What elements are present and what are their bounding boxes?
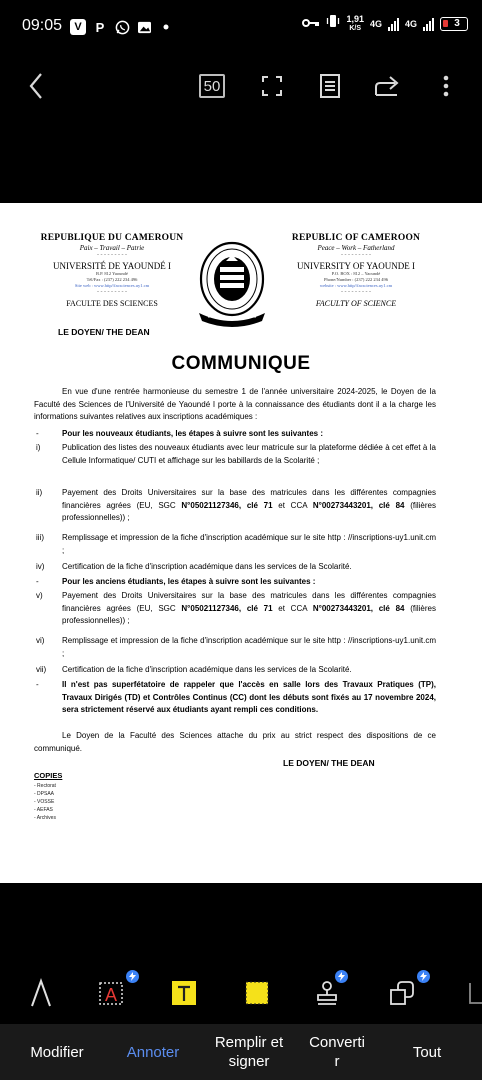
premium-badge-icon bbox=[417, 970, 430, 983]
stamp-icon bbox=[313, 979, 341, 1007]
copies-label: COPIES bbox=[34, 771, 63, 780]
share-icon bbox=[373, 73, 403, 99]
reading-mode-button[interactable] bbox=[316, 70, 344, 102]
intro-paragraph: En vue d'une rentrée harmonieuse du semestre 1 de l'année universitaire 2024-2025, le Doyen de la Faculté des Sciences de l'Université de Yaoundé I porte à la connaissance des étudiants dont il a la charge les informations suivantes relatives aux inscriptions académiques : bbox=[34, 387, 436, 421]
website-fr: Site web : www.http//facsciences.uy1.cm bbox=[74, 283, 150, 288]
page-count: 50 bbox=[199, 74, 225, 98]
address-fr: B.P. 812 Yaoundé bbox=[96, 271, 128, 276]
vibrate-icon bbox=[326, 14, 340, 33]
signal-icon-2 bbox=[423, 17, 434, 31]
area-highlight-icon bbox=[243, 979, 271, 1007]
p-icon: P bbox=[95, 19, 105, 35]
tab-fill-sign[interactable]: Remplir et signer bbox=[214, 1034, 284, 1070]
fullscreen-icon bbox=[260, 74, 284, 98]
text-box-icon bbox=[97, 979, 125, 1007]
network-type-1: 4G bbox=[369, 18, 382, 29]
stamp-tool[interactable] bbox=[310, 976, 344, 1010]
whatsapp-icon bbox=[114, 19, 130, 35]
tab-convert[interactable]: Converti r bbox=[309, 1034, 365, 1070]
copy-item: - DPSAA bbox=[34, 791, 55, 797]
page-thumbnails-button[interactable] bbox=[198, 70, 226, 102]
closing-paragraph: Le Doyen de la Faculté des Sciences attache du prix au strict respect des dispositions de ce communiqué. bbox=[34, 731, 436, 753]
motto-en: Peace – Work – Fatherland bbox=[317, 244, 395, 252]
phone-fr: Tél/Fax : (237) 222 234 496 bbox=[86, 277, 138, 282]
clock: 09:05 bbox=[22, 17, 63, 34]
university-en: UNIVERSITY OF YAOUNDE I bbox=[296, 261, 416, 271]
network-type-2: 4G bbox=[404, 18, 417, 29]
dean-header: LE DOYEN/ THE DEAN bbox=[58, 327, 150, 337]
system-indicators bbox=[302, 14, 468, 33]
premium-badge-icon bbox=[335, 970, 348, 983]
copy-item: - Rectorat bbox=[34, 783, 56, 789]
bottom-tab-bar bbox=[0, 1024, 482, 1080]
country-en: REPUBLIC OF CAMEROON bbox=[291, 233, 421, 243]
v-icon: V bbox=[70, 19, 86, 35]
annotation-toolbar bbox=[0, 960, 482, 1024]
copy-item: - Archives bbox=[34, 815, 56, 821]
document-page[interactable]: REPUBLIQUE DU CAMEROUN Paix – Travail – Patrie - - - - - - - - - UNIVERSITÉ DE YAOUNDÉ I B.P. 812 Yaoundé Tél/Fax : (237) 222 234 496 Site web : www.http//facsciences.uy1.cm - - - - - - - - - FACULTE DES SCIENCES REPUBLIC OF CAMEROON Peace – Work – Fatherland - - - - - - - - - UNIVERSITY OF YAOUNDE I P.O. BOX : 812 – Yaoundé Phone/Number : (237) 222 234 496 website : www.http//facsciences.uy1.cm - - - - - - - - - FACULTY OF SCIENCE LE DOYEN/ THE DEAN COMMUNIQUE En vue d'une rentrée harmonieuse du semestre 1 de l'année universitaire 2024-2025, le Doyen de la Faculté des Sciences de l'Université de Yaoundé I porte à la connaissance des étudiants dont il a la charge les informations suivantes relatives aux inscriptions académiques : - Pour les nouveaux étudiants, les étapes à suivre sont les suivantes : i) Publication des listes des nouveaux étudiants avec leur matricule sur la plateforme dédiée à cet effet à la Cellule Informatique/ CUTI et affichage sur les babillards de la Scolarité ; ii) Payement des Droits Universitaires sur la base des matricules dans les différentes compagnies financières agrées (EU, SGC N°05021127346, clé 71 et CCA N°00273443201, clé 84 (filières professionnelles)) ; iii) Remplissage et impression de la fiche d'inscription académique sur le site http : //inscriptions-uy1.unit.cm ; iv) Certification de la fiche d'inscription académique dans les services de la Scolarité. - Pour les anciens étudiants, les étapes à suivre sont les suivantes : v) Payement des Droits Universitaires sur la base des matricules dans les différentes compagnies financières agrées (EU, SGC N°05021127346, clé 71 et CCA N°00273443201, clé 84 (filières professionnelles)) ; vi) Remplissage et impression de la fiche d'inscription académique sur le site http : //inscriptions-uy1.unit.cm ; vii) Certification de la fiche d'inscription académique dans les services de la Scolarité. - Il n'est pas superfétatoire de rappeler que l'accès en salle lors des Travaux Pratiques (TP), Travaux Dirigés (TD) et Contrôles Continus (CC) dont les débuts sont fixés au 17 novembre 2024, sera strictement réservé aux étudiants ayant rempli ces conditions. Le Doyen de la Faculté des Sciences attache du prix au strict respect des dispositions de ce communiqué. LE DOYEN/ THE DEAN COPIES - Rectorat - DPSAA - VOSSE - AEFAS - Archives bbox=[0, 203, 482, 883]
address-en: P.O. BOX : 812 – Yaoundé bbox=[331, 271, 381, 276]
university-seal-icon bbox=[196, 239, 268, 327]
shapes-icon bbox=[388, 979, 416, 1007]
header-left: REPUBLIQUE DU CAMEROUN Paix – Travail – Patrie - - - - - - - - - UNIVERSITÉ DE YAOUNDÉ I B.P. 812 Yaoundé Tél/Fax : (237) 222 234 496 Site web : www.http//facsciences.uy1.cm - - - - - - - - - FACULTE DES SCIENCES bbox=[30, 233, 194, 308]
more-options-button[interactable] bbox=[432, 70, 460, 102]
website-en: website : www.http//facsciences.uy1.cm bbox=[319, 283, 393, 288]
motto-fr: Paix – Travail – Patrie bbox=[79, 244, 145, 252]
shapes-tool[interactable] bbox=[385, 976, 419, 1010]
university-fr: UNIVERSITÉ DE YAOUNDÉ I bbox=[53, 261, 171, 271]
more-vert-icon bbox=[443, 74, 449, 98]
text-highlight-tool[interactable] bbox=[167, 976, 201, 1010]
tab-annotate[interactable]: Annoter bbox=[126, 1043, 180, 1061]
copy-item: - AEFAS bbox=[34, 807, 53, 813]
ink-pen-tool[interactable] bbox=[24, 976, 58, 1010]
battery-icon: 3 bbox=[440, 17, 468, 31]
eraser-icon bbox=[456, 979, 482, 1007]
signature: LE DOYEN/ THE DEAN bbox=[283, 758, 375, 768]
document-title: COMMUNIQUE bbox=[171, 353, 311, 374]
notification-icons bbox=[70, 19, 174, 35]
svg-text:A: A bbox=[104, 985, 118, 1005]
country-fr: REPUBLIQUE DU CAMEROUN bbox=[40, 233, 184, 243]
back-button[interactable] bbox=[22, 70, 50, 102]
text-box-tool[interactable] bbox=[94, 976, 128, 1010]
faculty-en: FACULTY OF SCIENCE bbox=[315, 299, 397, 308]
gallery-icon bbox=[136, 19, 152, 35]
text-highlight-icon bbox=[170, 979, 198, 1007]
faculty-fr: FACULTE DES SCIENCES bbox=[66, 299, 158, 308]
key-icon bbox=[302, 15, 320, 33]
share-button[interactable] bbox=[372, 70, 404, 102]
top-toolbar bbox=[0, 54, 482, 118]
area-highlight-tool[interactable] bbox=[240, 976, 274, 1010]
chevron-left-icon bbox=[28, 72, 44, 100]
tab-modify[interactable]: Modifier bbox=[30, 1043, 84, 1061]
dot-icon bbox=[158, 19, 174, 35]
ink-pen-icon bbox=[29, 978, 53, 1008]
premium-badge-icon bbox=[126, 970, 139, 983]
phone-en: Phone/Number : (237) 222 234 496 bbox=[323, 277, 389, 282]
tab-all[interactable]: Tout bbox=[412, 1043, 442, 1061]
net-speed: 1,91 K/S bbox=[346, 13, 364, 32]
eraser-tool[interactable] bbox=[456, 976, 482, 1010]
header-right: REPUBLIC OF CAMEROON Peace – Work – Fatherland - - - - - - - - - UNIVERSITY OF YAOUNDE I P.O. BOX : 812 – Yaoundé Phone/Number : (237) 222 234 496 website : www.http//facsciences.uy1.cm - - - - - - - - - FACULTY OF SCIENCE bbox=[276, 233, 436, 308]
copy-item: - VOSSE bbox=[34, 799, 55, 805]
document-icon bbox=[319, 73, 341, 99]
signal-icon bbox=[388, 17, 399, 31]
status-bar bbox=[0, 0, 482, 54]
fullscreen-button[interactable] bbox=[258, 70, 286, 102]
